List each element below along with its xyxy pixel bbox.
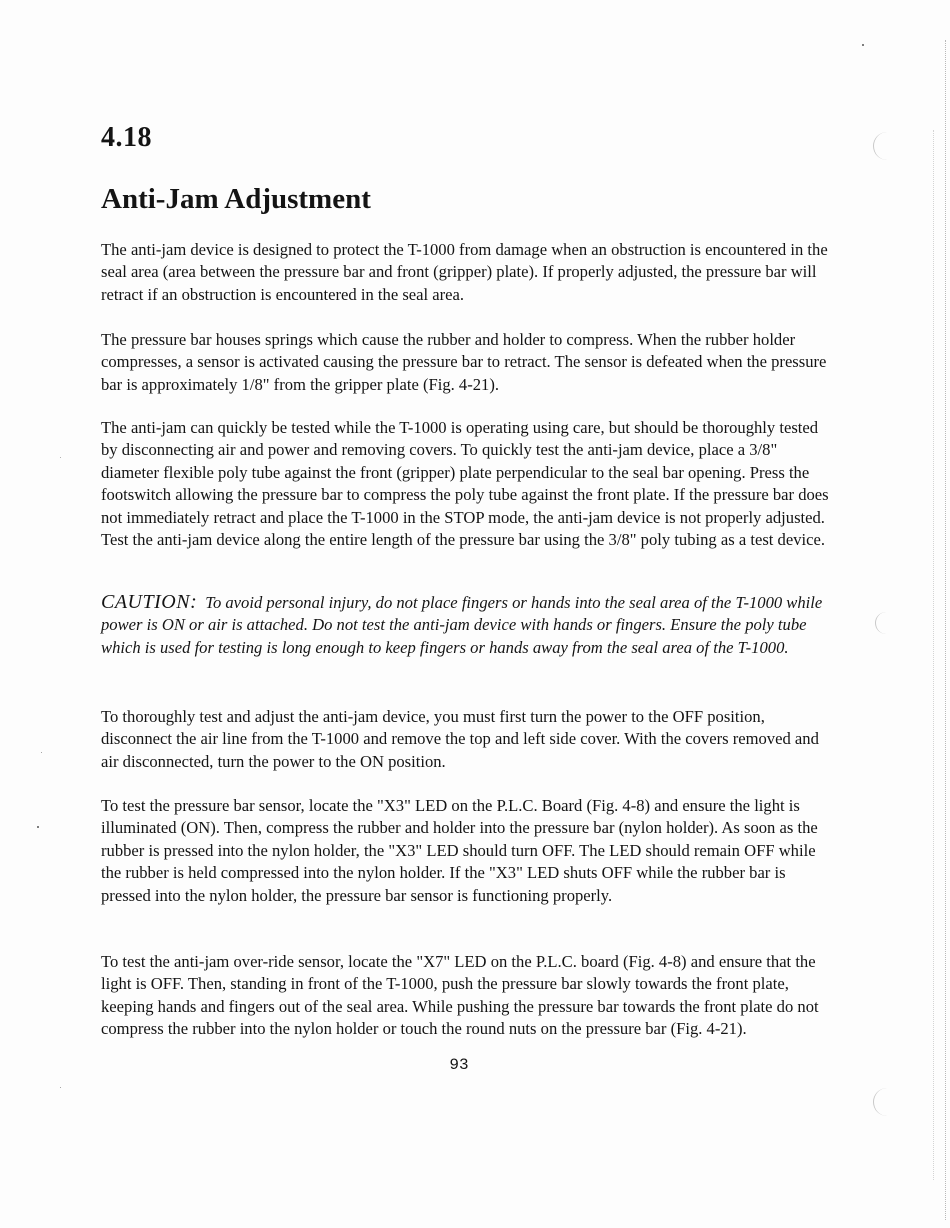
override-sensor-paragraph: To test the anti-jam over-ride sensor, locate the "X7" LED on the P.L.C. board (Fig. 4-8) and ensure that the light is OFF. Then, standing in front of the T-1000, push the pressure bar slowly towards the front plate, keeping hands and fingers out of the seal area. While pushing the pressure bar towards the front plate do not compress the rubber into the nylon holder or touch the round nuts on the pressure bar (Fig. 4-21).: [101, 952, 819, 1039]
caution-text: To avoid personal injury, do not place fingers or hands into the seal area of the T-1000 while power is ON or air is attached. Do not test the anti-jam device with hands or fingers. Ensure the poly tube which is used for testing is long enough to keep fingers or hands away from the seal area of the T-1000.: [101, 593, 823, 657]
scan-speck: [60, 1087, 61, 1088]
quick-test-paragraph: The anti-jam can quickly be tested while the T-1000 is operating using care, but should be thoroughly tested by disconnecting air and power and removing covers. To quickly test the anti-jam device, place a 3/8" diameter flexible poly tube against the front (gripper) plate perpendicular to the seal bar opening. Press the footswitch allowing the pressure bar to compress the poly tube against the front plate. If the pressure bar does not immediately retract and place the T-1000 in the STOP mode, the anti-jam device is not properly adjusted. Test the anti-jam device along the entire length of the pressure bar using the 3/8" poly tubing as a test device.: [101, 418, 829, 550]
binder-hole-mark-top: [873, 132, 888, 160]
pressure-bar-sensor-paragraph: To test the pressure bar sensor, locate the "X3" LED on the P.L.C. Board (Fig. 4-8) and ensure the light is illuminated (ON). Then, compress the rubber and holder into the pressure bar (nylon holder). As soon as the rubber is pressed into the nylon holder, the "X3" LED should turn OFF. The LED should remain OFF while the rubber is held compressed into the nylon holder. If the "X3" LED shuts OFF while the rubber bar is pressed into the nylon holder, the pressure bar sensor is functioning properly.: [101, 796, 818, 905]
scan-speck: [41, 752, 42, 753]
section-number: 4.18: [101, 122, 152, 153]
scan-speck: [60, 457, 61, 458]
scan-edge-line: [944, 40, 946, 1220]
scan-speck: [862, 44, 864, 46]
caution-label: CAUTION:: [101, 591, 198, 613]
caution-block: [101, 591, 829, 659]
scan-speck: [37, 826, 39, 828]
section-title: Anti-Jam Adjustment: [101, 183, 371, 215]
pressure-bar-paragraph: The pressure bar houses springs which cause the rubber and holder to compress. When the rubber holder compresses, a sensor is activated causing the pressure bar to retract. The sensor is defeated when the pressure bar is approximately 1/8" from the gripper plate (Fig. 4-21).: [101, 330, 827, 394]
thorough-test-paragraph: To thoroughly test and adjust the anti-jam device, you must first turn the power to the OFF position, disconnect the air line from the T-1000 and remove the top and left side cover. With the covers removed and air disconnected, turn the power to the ON position.: [101, 707, 819, 771]
binder-hole-mark-middle: [875, 612, 890, 634]
intro-paragraph: The anti-jam device is designed to protect the T-1000 from damage when an obstruction is encountered in the seal area (area between the pressure bar and front (gripper) plate). If properly adjusted, the pressure bar will retract if an obstruction is encountered in the seal area.: [101, 240, 828, 304]
binder-hole-mark-bottom: [873, 1088, 888, 1116]
page-number: 93: [449, 1056, 469, 1074]
scan-edge-line-inner: [932, 130, 934, 1180]
